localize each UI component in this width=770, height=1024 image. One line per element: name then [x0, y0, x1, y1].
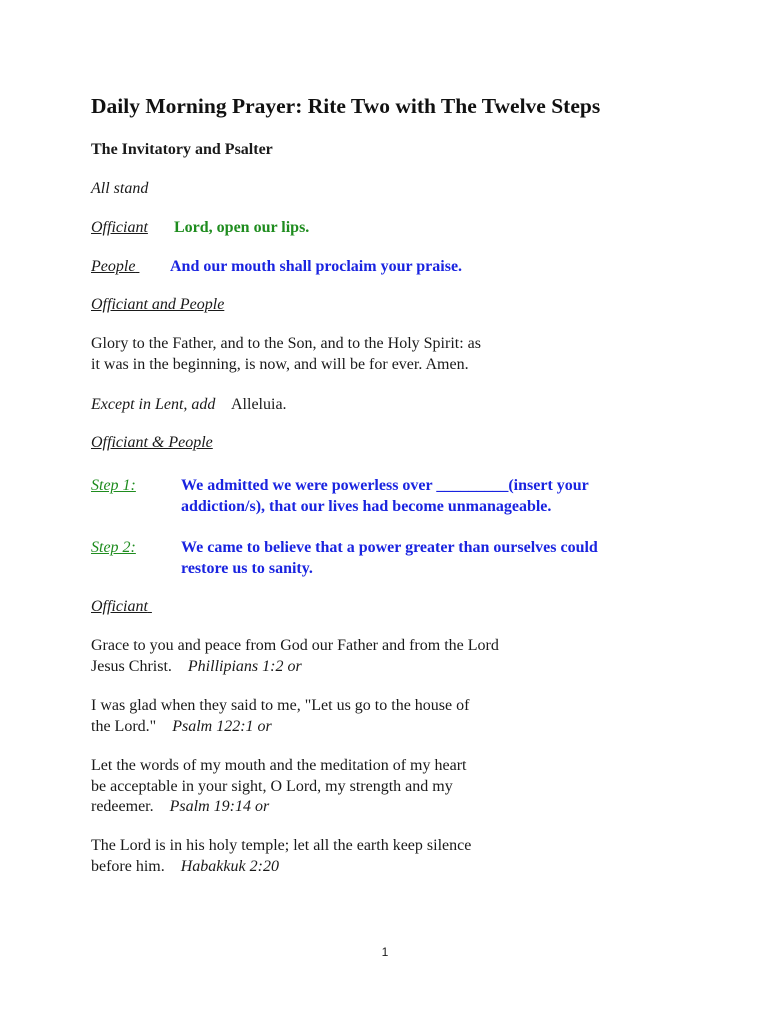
officiant-label-2: Officiant — [91, 598, 148, 615]
sentence-1-line-2: Jesus Christ. Phillipians 1:2 or — [91, 657, 302, 675]
sentence-2-line-1: I was glad when they said to me, "Let us go to the house of — [91, 697, 470, 714]
sentence-4-reference: Habakkuk 2:20 — [180, 857, 279, 875]
sentence-4-line-1: The Lord is in his holy temple; let all the earth keep silence — [91, 837, 472, 854]
step-1-line-2: addiction/s), that our lives had become unmanageable. — [181, 497, 552, 515]
sentence-1-reference: Phillipians 1:2 or — [187, 657, 302, 675]
officiant-and-people-label: Officiant and People — [91, 296, 225, 313]
officiant-label: Officiant — [91, 219, 148, 236]
document-title: Daily Morning Prayer: Rite Two with The Twelve Steps — [91, 94, 601, 118]
sentence-1-line-1: Grace to you and peace from God our Father and from the Lord — [91, 637, 499, 654]
lent-rubric: Except in Lent, add — [91, 396, 216, 413]
sentence-2-line-2: the Lord." Psalm 122:1 or — [91, 717, 272, 735]
step-1-text — [181, 476, 589, 517]
officiant-versicle: Lord, open our lips. — [174, 219, 310, 236]
opening-sentence-3 — [91, 756, 466, 818]
sentence-3-line-3: redeemer. Psalm 19:14 or — [91, 798, 270, 815]
rubric-all-stand: All stand — [91, 180, 149, 197]
opening-sentence-4 — [91, 836, 471, 877]
sentence-3-reference: Psalm 19:14 or — [169, 798, 270, 815]
gloria-line-2: it was in the beginning, is now, and will be for ever. Amen. — [91, 355, 469, 373]
opening-sentence-1 — [91, 636, 499, 677]
step-2-label: Step 2: — [91, 539, 136, 556]
sentence-3-line-1: Let the words of my mouth and the meditation of my heart — [91, 757, 467, 774]
step-2-line-2: restore us to sanity. — [181, 559, 313, 577]
step-2-text — [181, 538, 598, 579]
lent-alleluia: Alleluia. — [231, 396, 287, 413]
step-2-line-1: We came to believe that a power greater than ourselves could — [181, 539, 598, 556]
people-response: And our mouth shall proclaim your praise. — [170, 258, 463, 275]
gloria-text — [91, 334, 481, 375]
step-1-label: Step 1: — [91, 477, 136, 494]
officiant-people-steps-label: Officiant & People — [91, 434, 213, 451]
section-heading: The Invitatory and Psalter — [91, 141, 273, 158]
sentence-2-reference: Psalm 122:1 or — [172, 717, 272, 735]
step-1-line-1: We admitted we were powerless over _________(insert your — [181, 477, 589, 494]
sentence-4-line-2: before him. Habakkuk 2:20 — [91, 857, 279, 875]
opening-sentence-2 — [91, 696, 469, 737]
sentence-3-line-2: be acceptable in your sight, O Lord, my strength and my — [91, 777, 453, 795]
page-number: 1 — [381, 945, 389, 959]
people-label: People — [91, 258, 136, 275]
gloria-line-1: Glory to the Father, and to the Son, and to the Holy Spirit: as — [91, 335, 481, 352]
